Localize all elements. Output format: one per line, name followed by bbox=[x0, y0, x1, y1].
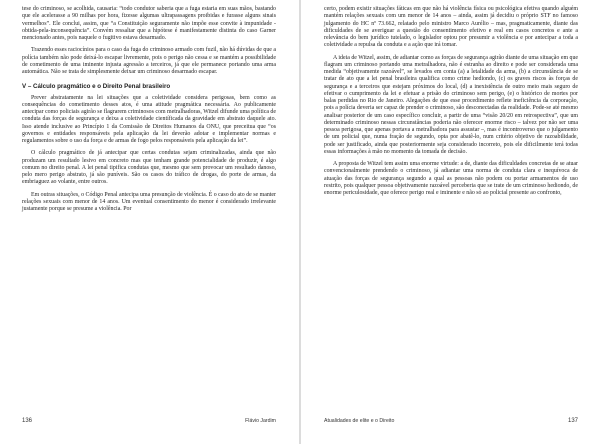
page-number: 137 bbox=[567, 418, 578, 424]
running-author: Flávio Jardim bbox=[245, 418, 276, 424]
right-page-footer bbox=[324, 416, 578, 426]
paragraph: Em outras situações, o Código Penal antecipa uma presunção de violência. É o caso do ato de se manter relações sexuais com menor de 14 anos. Um eventual consentimento do menor é considerado irrelevante justamente porque se presume a violência. Por bbox=[22, 191, 276, 212]
left-page-footer bbox=[22, 416, 276, 426]
running-title: Atualidades de elite e o Direito bbox=[324, 418, 395, 424]
right-text-column bbox=[324, 6, 578, 197]
paragraph: certo, podem existir situações fáticas em que não há violência física ou psicológica efetiva quando alguém mantém relações sexuais com um menor de 14 anos – ainda, assim já decidiu o próprio STF no famoso julgamento do HC nº 73.662, relatado pelo ministro Marco Aurélio – mas, pragmaticamente, diante das dificuldades de se averiguar a questão do consentimento efetivo e real em casos concretos e ante a relevância do bem jurídico tutelado, o legislador optou por presumir a violência e por antecipar a toda a coletividade a repulsa da conduta e a ação que irá tomar. bbox=[324, 6, 578, 49]
paragraph: O cálculo pragmático de já antecipar que certas condutas sejam criminalizadas, ainda que não produzam um resultado lesivo em concreto mas que tenham grande potencialidade de produzir, é algo comum no direito penal. A lei penal tipifica condutas que, mesmo que sem provocar um resultado danoso, pelo mero perigo abstrato, já são puníveis. São os casos do tráfico de drogas, do porte de armas, da embriaguez ao volante, entre outros. bbox=[22, 150, 276, 186]
paragraph: tese do criminoso, se acolhida, causaria: “todo condutor saberia que a fuga estaria em suas mãos, bastando que ele acelerasse a 90 milhas por hora, fizesse algumas ultrapassagens proibidas e furasse alguns sinais vermelhos”. Ele conclui, assim, que “a Constituição seguramente não impõe esse convite à impunidade -obtida-pela-inconsequência”. Convém ressaltar que a hipótese é manifestamente distinta do caso Garner mencionado antes, pois naquele o fugitivo estava desarmado. bbox=[22, 6, 276, 41]
paragraph: Trazendo esses raciocínios para o caso da fuga do criminoso armado com fuzil, não há dúvidas de que a polícia também não pode deixá-lo escapar livremente, pois o perigo não cessa e se mantém a possibilidade de cometimento de uma iminente injusta agressão a terceiros, já que ele permanece portando uma arma automática. Não se trata de simplesmente deixar um criminoso desarmado escapar. bbox=[22, 47, 276, 75]
page-number: 136 bbox=[22, 418, 33, 424]
paragraph: A proposta de Witzel tem assim uma enorme virtude: a de, diante das dificuldades concretas de se atuar convencionalmente prendendo o criminoso, já adiantar uma norma de conduta clara e inequívoca de atuação das forças de segurança segundo a qual as pessoas não podem ou portar armamentos de uso restrito, pois qualquer pessoa objetivamente razoável perceberia que se trate de um criminoso hediondo, de enorme periculosidade, que oferece perigo real e iminente e não só ao policial presente ao confronto, bbox=[324, 161, 578, 196]
paragraph: Prever abstratamente na lei situações que a coletividade considera perigosas, bem como as consequências do cometimento desses atos, é uma atitude pragmática necessária. Ao publicamente antecipar como policiais agirão se flagrarem criminosos com metralhadoras, Witzel difunde uma política de conduta das forças de segurança e deixa a coletividade científicada da gravidade em abstrato daquele ato. Isso atende inclusive ao Princípio 1 da Comissão de Direitos Humanos da ONU, que preceitua que “os governos e entidades responsáveis pela aplicação da lei deverão adotar e implementar normas e regulamentos sobre o uso da força e de armas de fogo pelos responsáveis pela aplicação da lei”. bbox=[22, 94, 276, 144]
section-heading: V – Cálculo pragmático e o Direito Penal brasileiro bbox=[22, 83, 171, 91]
left-text-column bbox=[22, 6, 276, 213]
paragraph: A ideia de Witzel, assim, de adiantar como as forças de segurança agirão diante de uma situação em que flagram um criminoso portando uma metralhadora, não é estranha ao direito e pode ser considerada uma medida “objetivamente razoável”, se levados em conta (a) a letalidade da arma, (b) a circunstância de se tratar de ato que a lei penal brasileira qualifica como crime hediondo, (c) os graves riscos às forças de segurança e a terceiros que estejam próximos do local, (d) a inexistência de outro meio mais seguro de efetivar o cumprimento da lei e efetuar a prisão do criminoso sem perigo, (e) o histórico de mortes por balas perdidas no Rio de Janeiro. Alegações de que esse procedimento reflete ineficiência da corporação, pois a polícia deveria ser capaz de prender o criminoso, são desconectadas da realidade. Pode-se até mesmo analisar posterior de um caso específico concluir, a partir de uma “visão 20/20 em retrospectiva”, que um determinado criminoso nessas circunstâncias poderia não oferecer enorme risco – talvez por não ser uma pessoa perigosa, que apenas portava a metralhadora para assustar –, mas é incontroverso que o julgamento de um policial que, numa fração de segundo, opta por abatê-lo, num critério objetivo de razoabilidade, pode ser justificado, ainda que posteriormente seja considerado incorreto, pois ele dificilmente terá todas essas informações à mão no momento da tomada de decisão. bbox=[324, 54, 578, 155]
right-page bbox=[300, 0, 600, 444]
